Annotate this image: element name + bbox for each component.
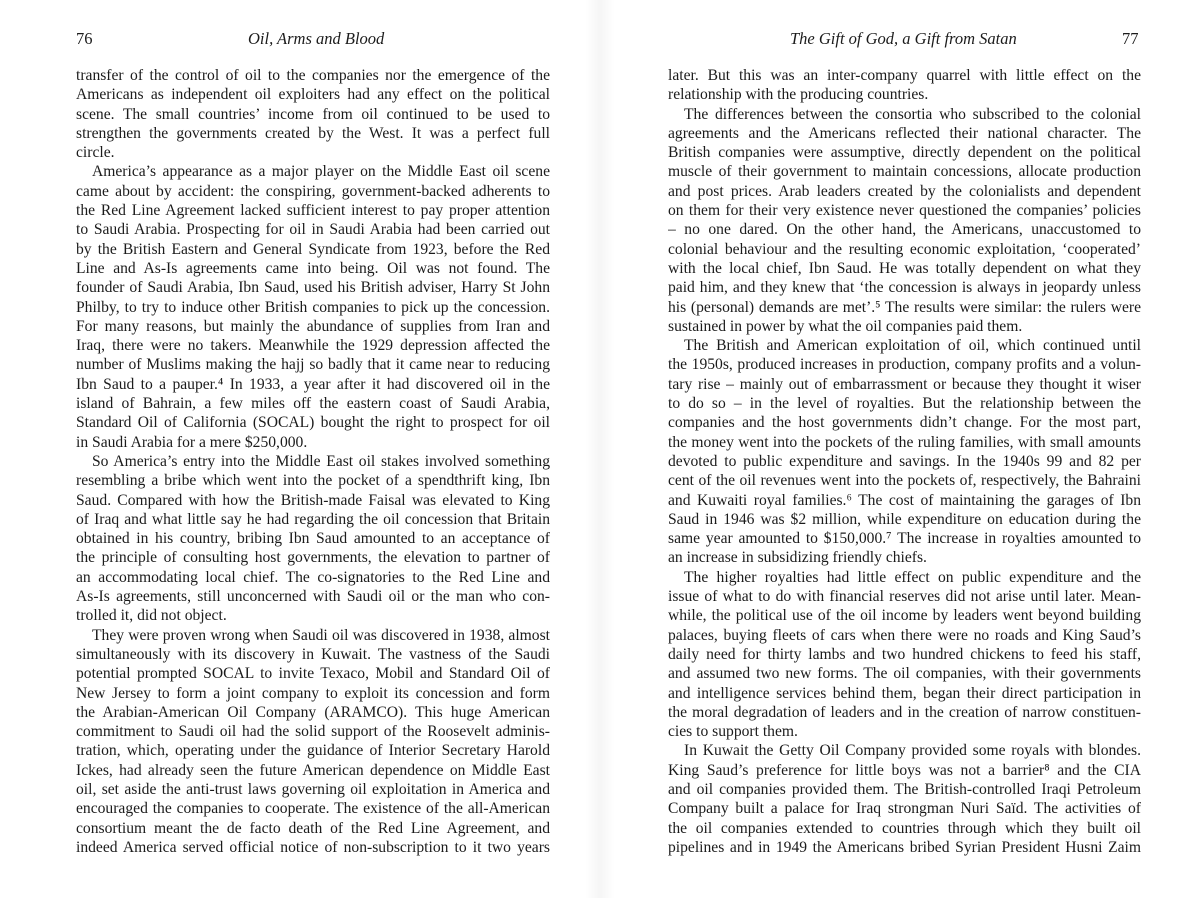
text-line: Ickes, had already seen the future American dependence on Middle East bbox=[76, 761, 550, 779]
text-line: later. But this was an inter-company quarrel with little effect on the bbox=[668, 67, 1141, 84]
text-line: number of Muslims making the hajj so badly that it came near to reducing bbox=[76, 356, 550, 374]
right-page bbox=[600, 0, 1195, 898]
text-line: Saud in 1946 was $2 million, while expenditure on education during the bbox=[668, 510, 1141, 528]
text-line: to Saudi Arabia. Prospecting for oil in Saudi Arabia had been carried out bbox=[76, 221, 550, 239]
right-running-head: The Gift of God, a Gift from Satan bbox=[790, 29, 1017, 48]
text-line: Ibn Saud to a pauper.⁴ In 1933, a year after it had discovered oil in the bbox=[76, 375, 550, 393]
text-line: companies and the host governments didn’t change. For the most part, bbox=[668, 414, 1141, 432]
text-line: colonial behaviour and the resulting economic exploitation, ‘cooperated’ bbox=[668, 240, 1141, 258]
text-line: on them for their very existence never questioned the companies’ policies bbox=[668, 202, 1141, 220]
text-line: Philby, to try to induce other British companies to pick up the concession. bbox=[76, 298, 550, 316]
text-line: to do so – in the level of royalties. But the relationship between the bbox=[668, 395, 1141, 413]
text-line: devoted to public expenditure and savings. In the 1940s 99 and 82 per bbox=[668, 452, 1141, 470]
text-line: cent of the oil revenues went into the pockets of, respectively, the Bahraini bbox=[668, 472, 1141, 490]
text-line: came about by accident: the conspiring, government-backed adherents to bbox=[76, 182, 550, 200]
text-line: and oil companies provided them. The British-controlled Iraqi Petroleum bbox=[668, 780, 1141, 798]
text-line: potential prompted SOCAL to invite Texaco, Mobil and Standard Oil of bbox=[76, 665, 550, 683]
text-line: by the British Eastern and General Syndicate from 1923, before the Red bbox=[76, 240, 550, 258]
text-line: cies to support them. bbox=[668, 723, 798, 741]
text-line: Americans as independent oil exploiters had any effect on the political bbox=[76, 86, 550, 104]
text-line: agreements and the Americans reflected their national character. The bbox=[668, 124, 1141, 142]
left-page-number: 76 bbox=[76, 29, 93, 48]
text-line: in Saudi Arabia for a mere $250,000. bbox=[76, 433, 308, 451]
text-line: the 1950s, produced increases in production, company profits and a volun- bbox=[668, 356, 1141, 374]
text-line: the oil companies extended to countries through which they built oil bbox=[668, 819, 1141, 837]
text-line: consortium meant the de facto death of the Red Line Agreement, and bbox=[76, 819, 550, 837]
text-line: paid him, and they knew that ‘the concession is always in jeopardy unless bbox=[668, 279, 1141, 297]
text-line: and Kuwaiti royal families.⁶ The cost of maintaining the garages of Ibn bbox=[668, 491, 1141, 509]
text-line: oil, set aside the anti-trust laws governing oil exploitation in America and bbox=[76, 780, 550, 798]
text-line: issue of what to do with financial reserves did not arise until later. Mean- bbox=[668, 588, 1141, 606]
text-line: relationship with the producing countries. bbox=[668, 86, 929, 104]
text-line: America’s appearance as a major player on the Middle East oil scene bbox=[92, 163, 550, 181]
text-line: and post prices. Arab leaders created by the colonialists and dependent bbox=[668, 182, 1141, 200]
text-line: The British and American exploitation of oil, which continued until bbox=[684, 337, 1141, 355]
text-line: the principle of consulting host governments, the elevation to partner of bbox=[76, 549, 550, 567]
text-line: Line and As-Is agreements came into being. Oil was not found. The bbox=[76, 259, 550, 277]
text-line: pipelines and in 1949 the Americans bribed Syrian President Husni Zaim bbox=[668, 838, 1141, 856]
text-line: Standard Oil of California (SOCAL) bought the right to prospect for oil bbox=[76, 414, 550, 432]
text-line: – no one dared. On the other hand, the Americans, unaccustomed to bbox=[668, 221, 1141, 239]
text-line: encouraged the companies to cooperate. The existence of the all-American bbox=[76, 800, 550, 818]
text-line: muscle of their government to maintain concessions, allocate production bbox=[668, 163, 1141, 181]
text-line: an increase in subsidizing friendly chiefs. bbox=[668, 549, 927, 567]
text-line: the Red Line Agreement lacked sufficient interest to pay proper attention bbox=[76, 202, 550, 220]
text-line: island of Bahrain, a few miles off the eastern coast of Saudi Arabia, bbox=[76, 395, 550, 413]
text-line: palaces, buying fleets of cars when there were no roads and King Saud’s bbox=[668, 626, 1141, 644]
text-line: New Jersey to form a joint company to exploit its concession and form bbox=[76, 684, 550, 702]
text-line: The higher royalties had little effect on public expenditure and the bbox=[684, 568, 1141, 586]
text-line: In Kuwait the Getty Oil Company provided some royals with blondes. bbox=[684, 742, 1141, 760]
text-line: British companies were assumptive, directly dependent on the political bbox=[668, 144, 1141, 162]
text-line: They were proven wrong when Saudi oil was discovered in 1938, almost bbox=[92, 626, 550, 644]
text-line: obtained in his country, bribing Ibn Saud amounted to an acceptance of bbox=[76, 530, 550, 548]
text-line: trolled it, did not object. bbox=[76, 607, 227, 625]
text-line: the money went into the pockets of the ruling families, with small amounts bbox=[668, 433, 1141, 451]
text-line: of Iraq and what little say he had regarding the oil concession that Britain bbox=[76, 510, 550, 528]
text-line: same year amounted to $150,000.⁷ The increase in royalties amounted to bbox=[668, 530, 1141, 548]
right-page-text bbox=[668, 66, 1141, 857]
text-line: Iraq, there were no takers. Meanwhile the 1929 depression affected the bbox=[76, 337, 550, 355]
text-line: tration, which, operating under the guidance of Interior Secretary Harold bbox=[76, 742, 550, 760]
text-line: Saud. Compared with how the British-made Faisal was elevated to King bbox=[76, 491, 550, 509]
text-line: King Saud’s preference for little boys was not a barrier⁸ and the CIA bbox=[668, 761, 1141, 779]
left-running-head: Oil, Arms and Blood bbox=[248, 29, 385, 48]
text-line: For many reasons, but mainly the abundance of supplies from Iran and bbox=[76, 317, 550, 335]
text-line: indeed America served official notice of non-subscription to it two years bbox=[76, 838, 550, 856]
text-line: commitment to Saudi oil had the solid support of the Roosevelt adminis- bbox=[76, 723, 550, 741]
text-line: and intelligence services behind them, began their direct participation in bbox=[668, 684, 1141, 702]
text-line: his (personal) demands are met’.⁵ The results were similar: the rulers were bbox=[668, 298, 1141, 316]
text-line: sustained in power by what the oil companies paid them. bbox=[668, 317, 1023, 335]
text-line: the Arabian-American Oil Company (ARAMCO). This huge American bbox=[76, 703, 550, 721]
text-line: resembling a bribe which went into the pocket of a spendthrift king, Ibn bbox=[76, 472, 550, 490]
text-line: circle. bbox=[76, 144, 115, 162]
text-line: The differences between the consortia who subscribed to the colonial bbox=[684, 105, 1141, 123]
text-line: transfer of the control of oil to the companies nor the emergence of the bbox=[76, 67, 550, 84]
text-line: founder of Saudi Arabia, Ibn Saud, used his British adviser, Harry St John bbox=[76, 279, 550, 297]
text-line: while, the political use of the oil income by leaders went beyond building bbox=[668, 607, 1141, 625]
text-line: strengthen the governments created by the West. It was a perfect full bbox=[76, 124, 550, 142]
text-line: So America’s entry into the Middle East oil stakes involved something bbox=[92, 452, 550, 470]
text-line: Company built a palace for Iraq strongman Nuri Saïd. The activities of bbox=[668, 800, 1141, 818]
text-line: scene. The small countries’ income from oil continued to be used to bbox=[76, 105, 550, 123]
text-line: tary rise – mainly out of embarrassment or because they thought it wiser bbox=[668, 375, 1141, 393]
text-line: an accommodating local chief. The co-signatories to the Red Line and bbox=[76, 568, 550, 586]
right-page-number: 77 bbox=[1122, 29, 1139, 48]
left-page-text bbox=[76, 66, 550, 857]
text-line: with the local chief, Ibn Saud. He was totally dependent on what they bbox=[668, 259, 1141, 277]
text-line: the moral degradation of leaders and in the creation of narrow constituen- bbox=[668, 703, 1141, 721]
text-line: As-Is agreements, still unconcerned with Saudi oil or the man who con- bbox=[76, 588, 550, 606]
text-line: simultaneously with its discovery in Kuwait. The vastness of the Saudi bbox=[76, 645, 550, 663]
text-line: daily need for thirty lambs and two hundred chickens to feed his staff, bbox=[668, 645, 1141, 663]
text-line: and assumed two new forms. The oil companies, with their governments bbox=[668, 665, 1141, 683]
